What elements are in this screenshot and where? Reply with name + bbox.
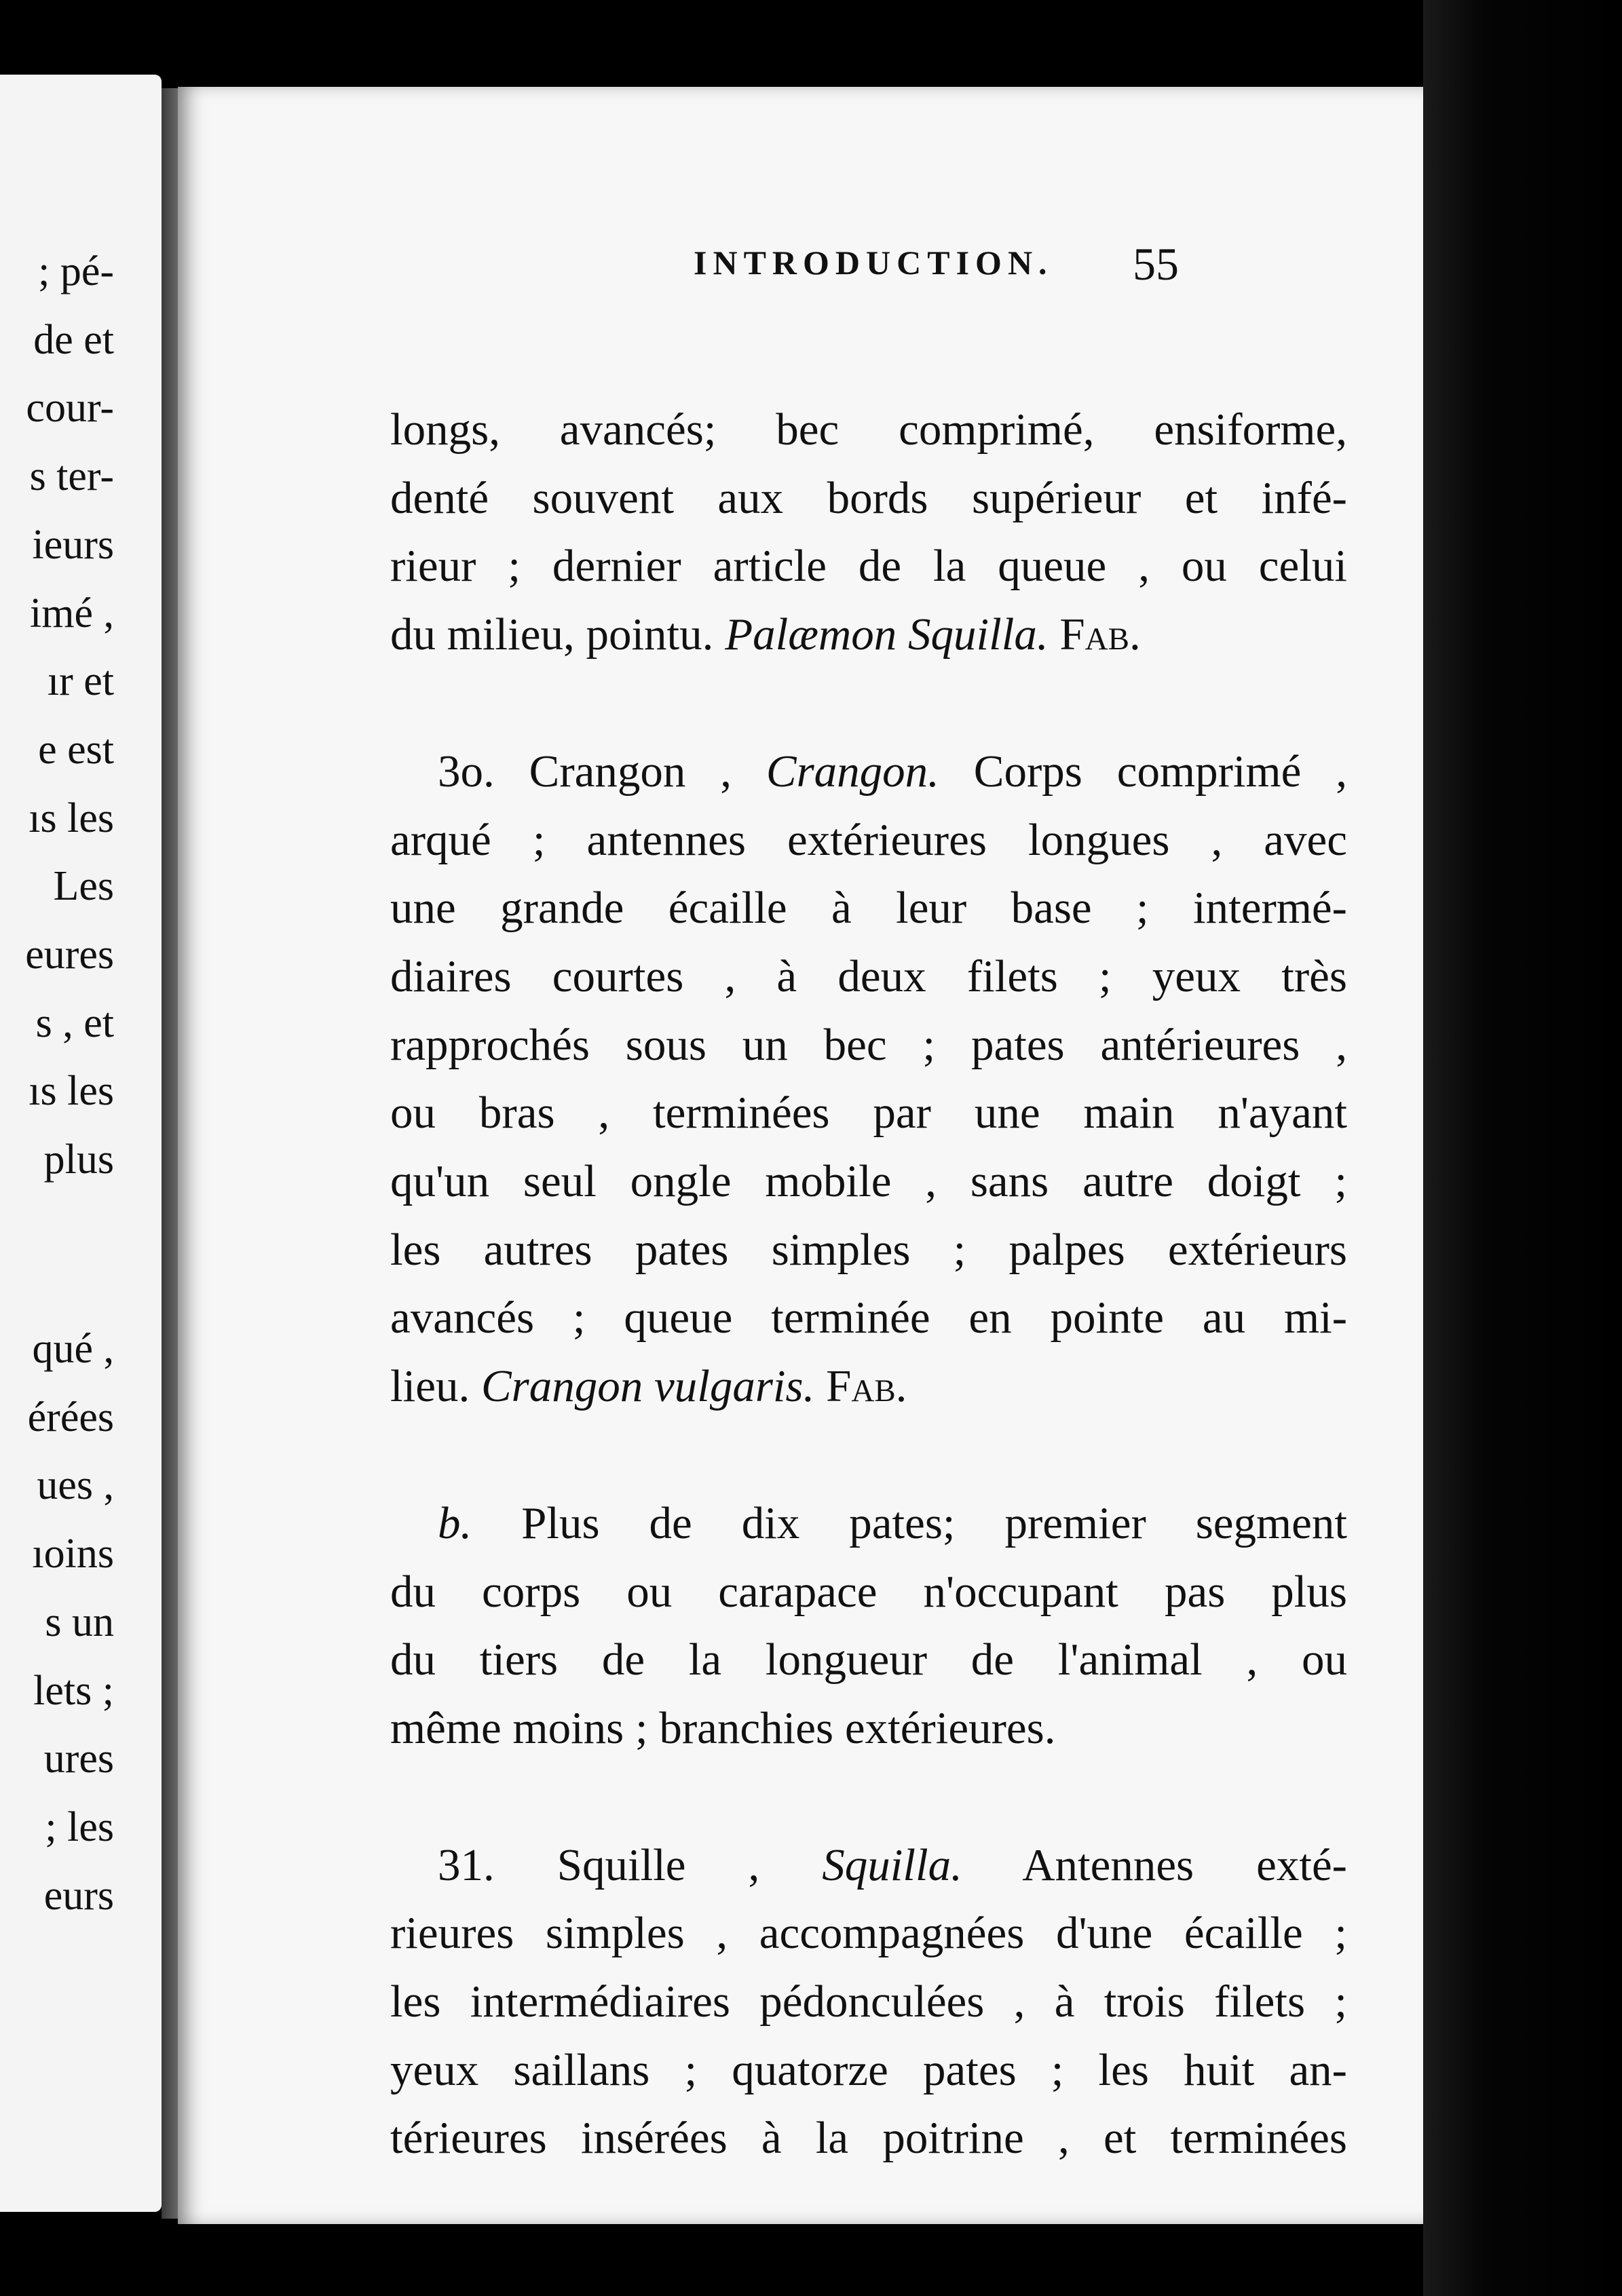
facing-page-fragment: érées: [27, 1394, 114, 1440]
facing-page-fragment: s un: [45, 1599, 114, 1645]
text-line: du corps ou carapace n'occupant pas plus: [390, 1566, 1347, 1617]
facing-page-fragment: s , et: [35, 999, 114, 1046]
line-text: Plus de dix pates; premier segment: [472, 1497, 1347, 1548]
text-line: [390, 1352, 1347, 1421]
facing-page-fragment: ; les: [45, 1803, 114, 1850]
text-line: du tiers de la longueur de l'animal , ou: [390, 1634, 1347, 1685]
facing-page-fragment: ; pé-: [38, 248, 114, 294]
text-line: les autres pates simples ; palpes extérieurs: [390, 1224, 1347, 1275]
line-text: 3o. Crangon ,: [438, 746, 766, 797]
text-line: qu'un seul ongle mobile , sans autre doigt ;: [390, 1156, 1347, 1207]
facing-page-fragment: ıoins: [32, 1531, 114, 1577]
species-name: Crangon vulgaris.: [480, 1361, 815, 1412]
facing-page-fragment: ıs les: [29, 1068, 114, 1115]
genus-name: Squilla.: [822, 1839, 962, 1890]
text-line: une grande écaille à leur base ; intermé-: [390, 883, 1347, 934]
facing-page-fragment: e est: [38, 726, 114, 773]
text-line: longs, avancés; bec comprimé, ensiforme,: [390, 404, 1347, 455]
text-line: arqué ; antennes extérieures longues , avec: [390, 814, 1347, 865]
facing-page-fragment: Les: [53, 863, 114, 910]
text-line: térieures insérées à la poitrine , et terminées: [390, 2113, 1347, 2164]
facing-page-fragment: ıs les: [29, 795, 114, 841]
text-line: diaires courtes , à deux filets ; yeux très: [390, 951, 1347, 1001]
facing-page-fragment: ues ,: [37, 1462, 114, 1509]
background-edge: [1423, 0, 1622, 2296]
facing-page-fragment: ieurs: [32, 521, 114, 568]
facing-page-fragment: de et: [33, 316, 114, 363]
author-abbrev: Fab.: [814, 1361, 907, 1412]
body-text: [390, 396, 1347, 2241]
line-text: du milieu, pointu.: [390, 609, 725, 660]
book-page: [178, 87, 1423, 2224]
text-line: les intermédiaires pédonculées , à trois filets ;: [390, 1976, 1347, 2027]
line-text: Antennes exté-: [962, 1839, 1347, 1890]
facing-page-fragment: ır et: [47, 658, 114, 705]
text-line: [390, 600, 1347, 669]
text-line: [390, 1831, 1347, 1900]
facing-page-fragment: eures: [25, 932, 114, 978]
paragraph-crangon: [390, 738, 1347, 1421]
facing-page-fragment: s ter-: [29, 453, 114, 500]
text-line: [390, 1489, 1347, 1558]
text-line: rieur ; dernier article de la queue , ou celui: [390, 541, 1347, 592]
text-line: rapprochés sous un bec ; pates antérieures ,: [390, 1019, 1347, 1070]
text-line: rieures simples , accompagnées d'une écaille ;: [390, 1908, 1347, 1959]
line-text: Corps comprimé ,: [939, 746, 1347, 797]
facing-page-edge: [0, 75, 162, 2212]
facing-page-fragment: qué ,: [32, 1326, 114, 1372]
running-title: INTRODUCTION.: [694, 244, 1053, 282]
facing-page-fragment: lets ;: [33, 1667, 114, 1714]
author-abbrev: Fab.: [1048, 609, 1141, 660]
text-line: ou bras , terminées par une main n'ayant: [390, 1088, 1347, 1139]
facing-page-fragment: ures: [43, 1736, 114, 1782]
species-name: Palæmon Squilla.: [725, 609, 1049, 660]
text-line: avancés ; queue terminée en pointe au mi-: [390, 1293, 1347, 1343]
page-number: 55: [1133, 238, 1179, 290]
text-line: yeux saillans ; quatorze pates ; les huit an-: [390, 2044, 1347, 2095]
facing-page-fragment: cour-: [26, 385, 114, 432]
paragraph-squilla: [390, 1831, 1347, 2173]
line-text: 31. Squille ,: [438, 1839, 823, 1890]
text-line: denté souvent aux bords supérieur et infé-: [390, 472, 1347, 523]
text-line: même moins ; branchies extérieures.: [390, 1702, 1056, 1753]
line-text: lieu.: [390, 1361, 481, 1412]
paragraph-b: [390, 1489, 1347, 1763]
facing-page-fragment: plus: [43, 1136, 114, 1183]
facing-page-fragment: eurs: [43, 1872, 114, 1919]
genus-name: Crangon.: [766, 746, 939, 797]
facing-page-fragment: imé ,: [30, 590, 114, 636]
text-line: [390, 738, 1347, 806]
section-letter: b.: [438, 1497, 472, 1548]
paragraph-palaemon: [390, 396, 1347, 669]
